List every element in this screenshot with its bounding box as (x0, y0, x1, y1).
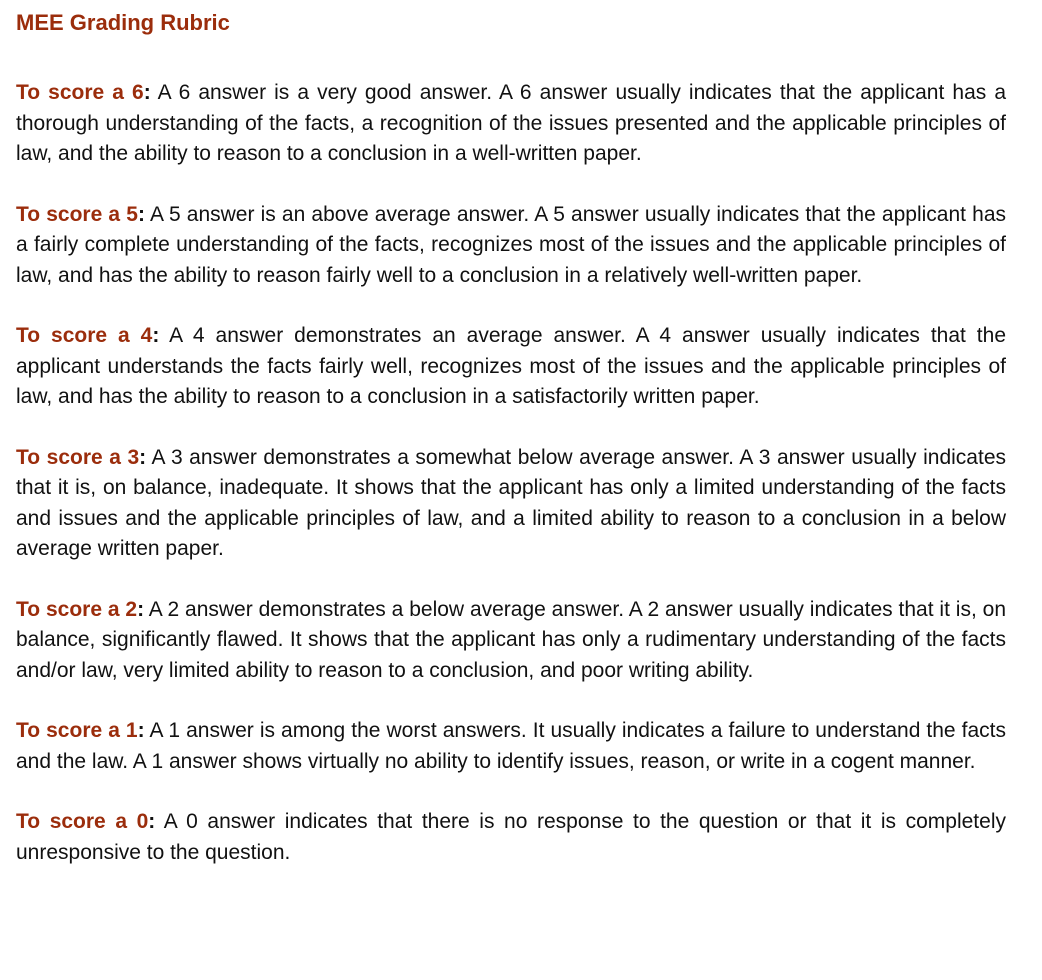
rubric-item-heading: To score a 3 (16, 445, 140, 469)
rubric-item-description: A 2 answer demonstrates a below average answer. A 2 answer usually indicates that it is, on balance, significantly flawed. It shows that the applicant has only a rudimentary understanding of the facts and/or law, very limited ability to reason to a conclusion, and poor writing ability. (16, 597, 1006, 682)
rubric-item-colon: : (148, 810, 156, 833)
rubric-item-description: A 0 answer indicates that there is no response to the question or that it is completely unresponsive to the question. (16, 810, 1006, 864)
rubric-item-score-0 (16, 807, 1006, 868)
rubric-item-description: A 5 answer is an above average answer. A 5 answer usually indicates that the applicant has a fairly complete understanding of the facts, recognizes most of the issues and the applicable principles of law, and has the ability to reason fairly well to a conclusion in a relatively well-written paper. (16, 202, 1007, 287)
rubric-item-score-5 (16, 200, 1006, 292)
rubric-item-heading: To score a 1 (16, 719, 138, 742)
rubric-item-colon: : (143, 81, 151, 104)
rubric-item-score-3 (16, 443, 1006, 565)
rubric-item-heading: To score a 2 (16, 597, 138, 621)
rubric-item-colon: : (139, 445, 147, 469)
rubric-item-heading: To score a 4 (16, 324, 153, 347)
rubric-item-description: A 1 answer is among the worst answers. It usually indicates a failure to understand the facts and the law. A 1 answer shows virtually no ability to identify issues, reason, or write in a cogent manner. (16, 719, 1006, 773)
rubric-item-colon: : (137, 202, 145, 226)
rubric-item-description: A 6 answer is a very good answer. A 6 answer usually indicates that the applicant has a thorough understanding of the facts, a recognition of the issues presented and the applicable principles of law, and the ability to reason to a conclusion in a well-written paper. (16, 81, 1007, 165)
rubric-item-heading: To score a 0 (16, 810, 149, 833)
rubric-item-score-6 (16, 78, 1006, 170)
rubric-item-description: A 3 answer demonstrates a somewhat below average answer. A 3 answer usually indicates that it is, on balance, inadequate. It shows that the applicant has only a limited understanding of the facts and issues and the applicable principles of law, and a limited ability to reason to a conclusion in a below average written paper. (16, 445, 1006, 560)
rubric-item-score-2 (16, 595, 1006, 687)
rubric-item-heading: To score a 5 (16, 202, 138, 226)
rubric-item-colon: : (152, 324, 160, 347)
rubric-item-score-1 (16, 716, 1006, 777)
rubric-item-heading: To score a 6 (16, 81, 144, 104)
document-title: MEE Grading Rubric (16, 10, 230, 35)
rubric-item-description: A 4 answer demonstrates an average answer. A 4 answer usually indicates that the applicant understands the facts fairly well, recognizes most of the issues and the applicable principles of law, and has the ability to reason to a conclusion in a satisfactorily written paper. (16, 324, 1006, 408)
rubric-item-colon: : (137, 597, 145, 621)
rubric-item-colon: : (137, 719, 145, 742)
rubric-item-score-4 (16, 321, 1006, 413)
